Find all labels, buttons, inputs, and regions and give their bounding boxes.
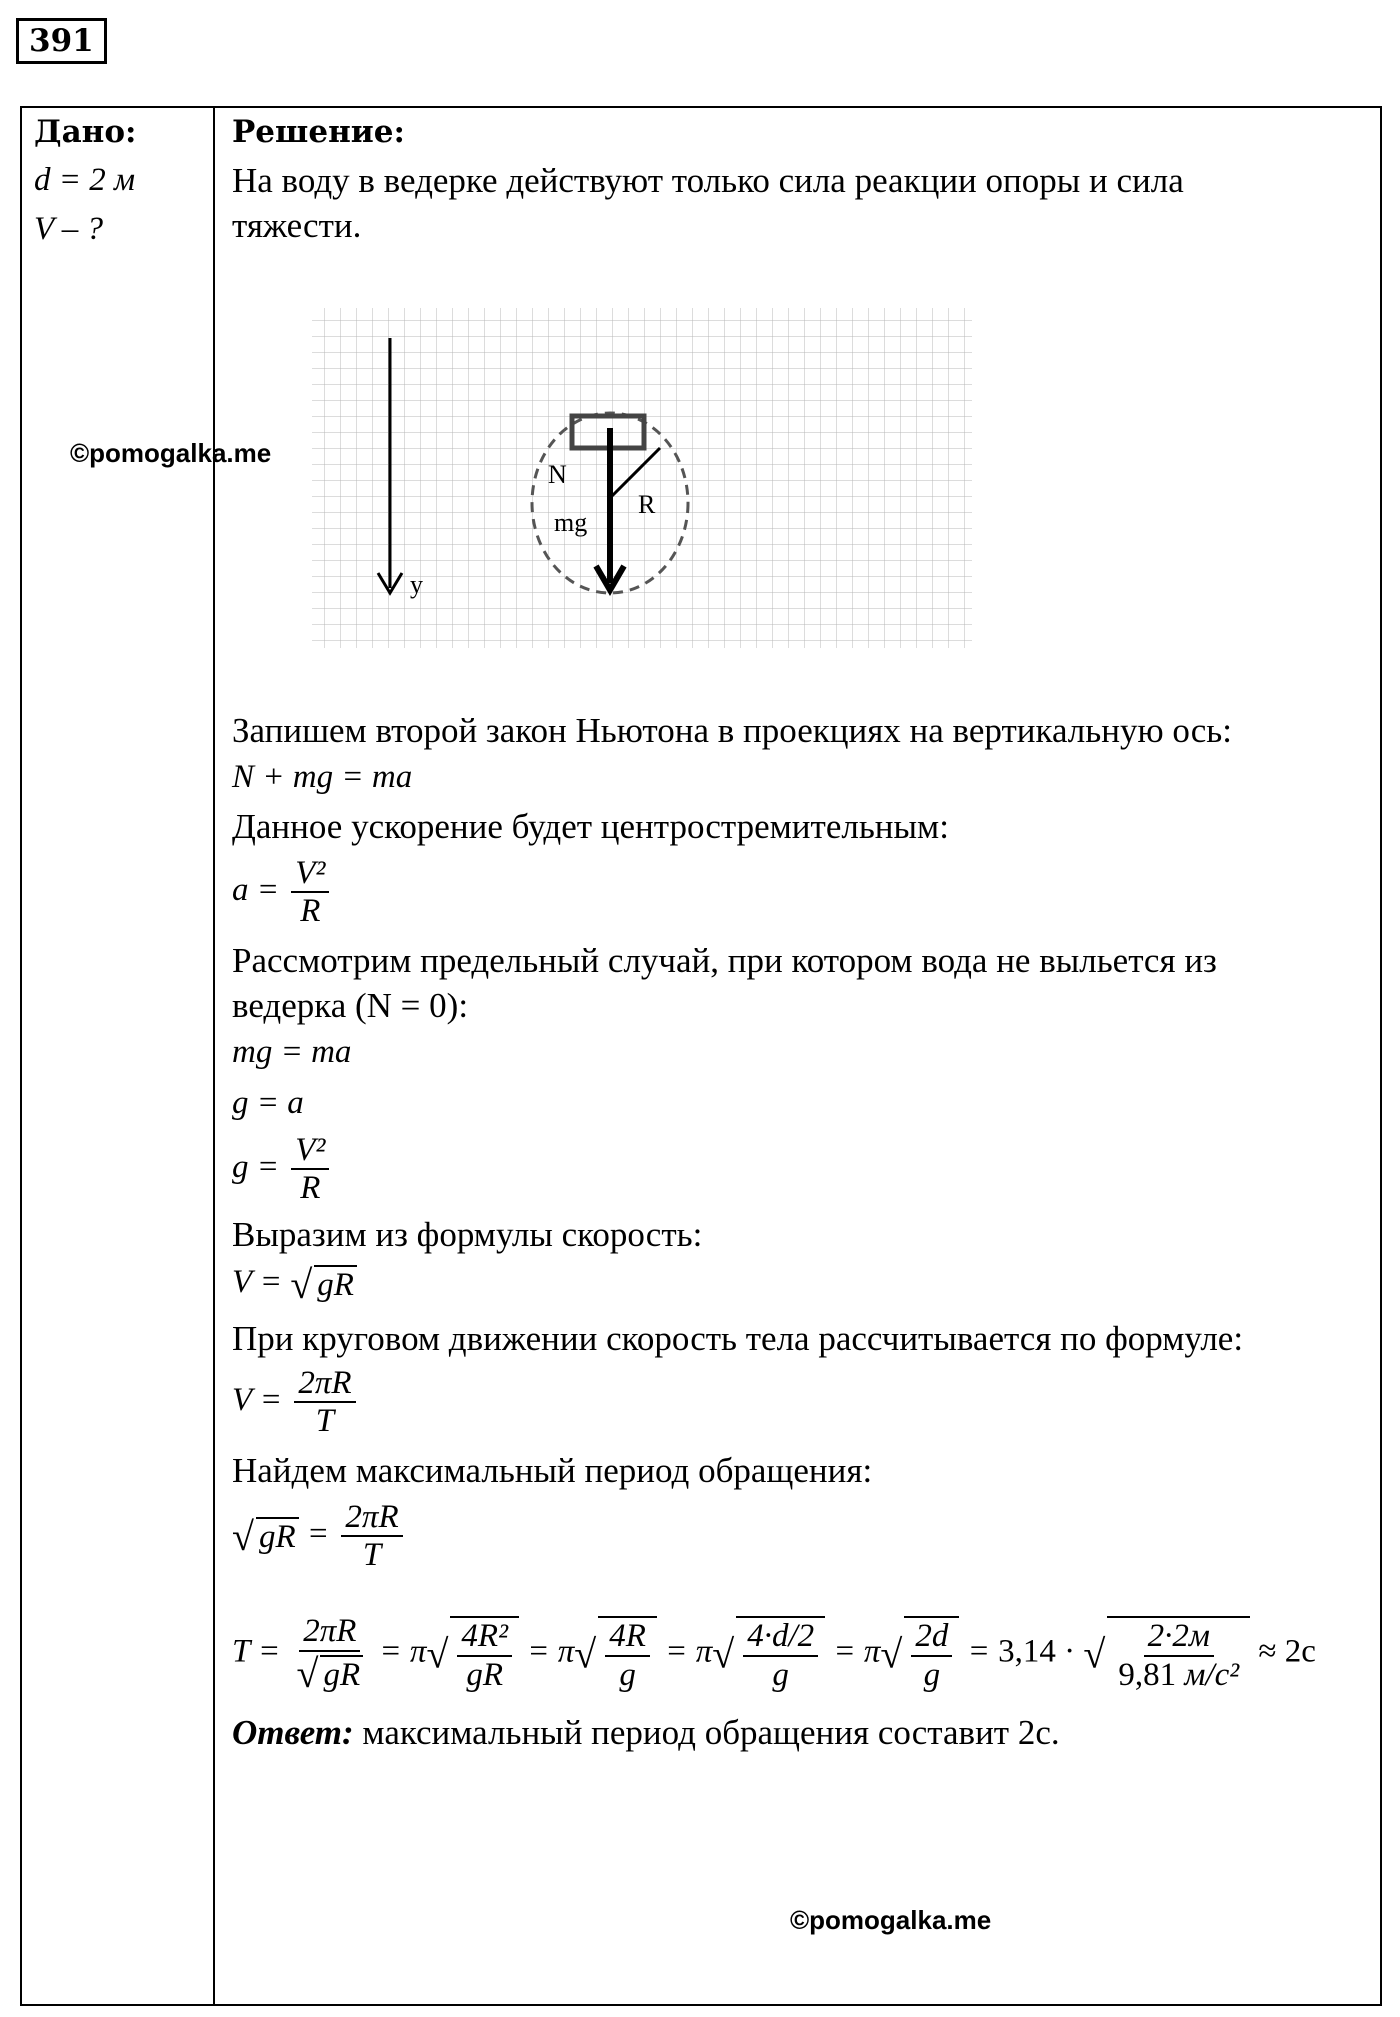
- mg-label: mg: [554, 508, 588, 537]
- solution-column: [232, 108, 1372, 1752]
- solution-table: [20, 106, 1382, 2006]
- answer-text: максимальный период обращения составит 2с.: [353, 1712, 1060, 1752]
- given-d: d = 2 м: [34, 162, 136, 198]
- formula-g-a: g = a: [232, 1084, 304, 1121]
- y-axis-label: y: [410, 570, 423, 599]
- formula-v-2pir: V = $\frac{2\pi R}{T}$: [232, 1365, 1316, 1440]
- answer-line: [232, 1710, 1316, 1755]
- limit-case-text: Рассмотрим предельный случай, при котором вода не выльется из: [232, 940, 1217, 980]
- newton-law-text: Запишем второй закон Ньютона в проекциях на вертикальную ось:: [232, 711, 1232, 750]
- given-v: V – ?: [34, 211, 104, 247]
- g-value: 9,81: [1118, 1656, 1177, 1693]
- intro-line-2: тяжести.: [232, 206, 362, 245]
- watermark-bottom: ©pomogalka.me: [790, 1905, 992, 1935]
- problem-number: 391: [16, 18, 107, 64]
- force-diagram: [292, 288, 992, 668]
- limit-case-text-2: ведерка (N = 0):: [232, 985, 469, 1025]
- formula-final: T = $\frac{2\pi R}{√ gR}$ = π√ $\frac{\text{4R²}}{gR}$ = π√ $\frac{4R}{g}$ = π√ $\frac{4\cdot d/2}{g}$ = π√ $\frac{2d}{g}$ = 3,14 · √ $\frac{2\cdot 2м}{\text{9,81 м/с²}}$ ≈ 2с: [232, 1613, 1316, 1696]
- express-speed-text: Выразим из формулы скорость:: [232, 1215, 703, 1255]
- formula-mg-ma: mg = ma: [232, 1033, 352, 1070]
- formula-v-sqrt: V = √ gR: [232, 1261, 1316, 1308]
- formula-sqrt-equal: √ gR = $\frac{2\pi R}{T}$: [232, 1499, 1316, 1574]
- max-period-text: Найдем максимальный период обращения:: [232, 1450, 873, 1490]
- solution-header: Решение:: [232, 114, 405, 150]
- pi-value: 3,14 ·: [998, 1634, 1076, 1671]
- centripetal-text: Данное ускорение будет центростремительным:: [232, 807, 949, 846]
- circular-motion-text: При круговом движении скорость тела рассчитывается по формуле:: [232, 1319, 1244, 1359]
- given-header: Дано:: [34, 114, 137, 150]
- watermark-top: ©pomogalka.me: [70, 438, 272, 468]
- n-label: N: [548, 460, 567, 489]
- centripetal-formula: a = $\frac{\text{V²}}{R}$: [232, 855, 1316, 930]
- r-label: R: [638, 490, 656, 519]
- formula-g-v2r: g = $\frac{\text{V²}}{R}$: [232, 1132, 1316, 1207]
- given-column: [34, 108, 209, 248]
- newton-law-formula: N + mg = ma: [232, 759, 413, 795]
- intro-line: На воду в ведерке действуют только сила реакции опоры и сила: [232, 161, 1184, 200]
- result-approx: ≈ 2с: [1258, 1634, 1316, 1671]
- column-divider: [213, 108, 215, 2004]
- answer-label: Ответ:: [232, 1712, 354, 1752]
